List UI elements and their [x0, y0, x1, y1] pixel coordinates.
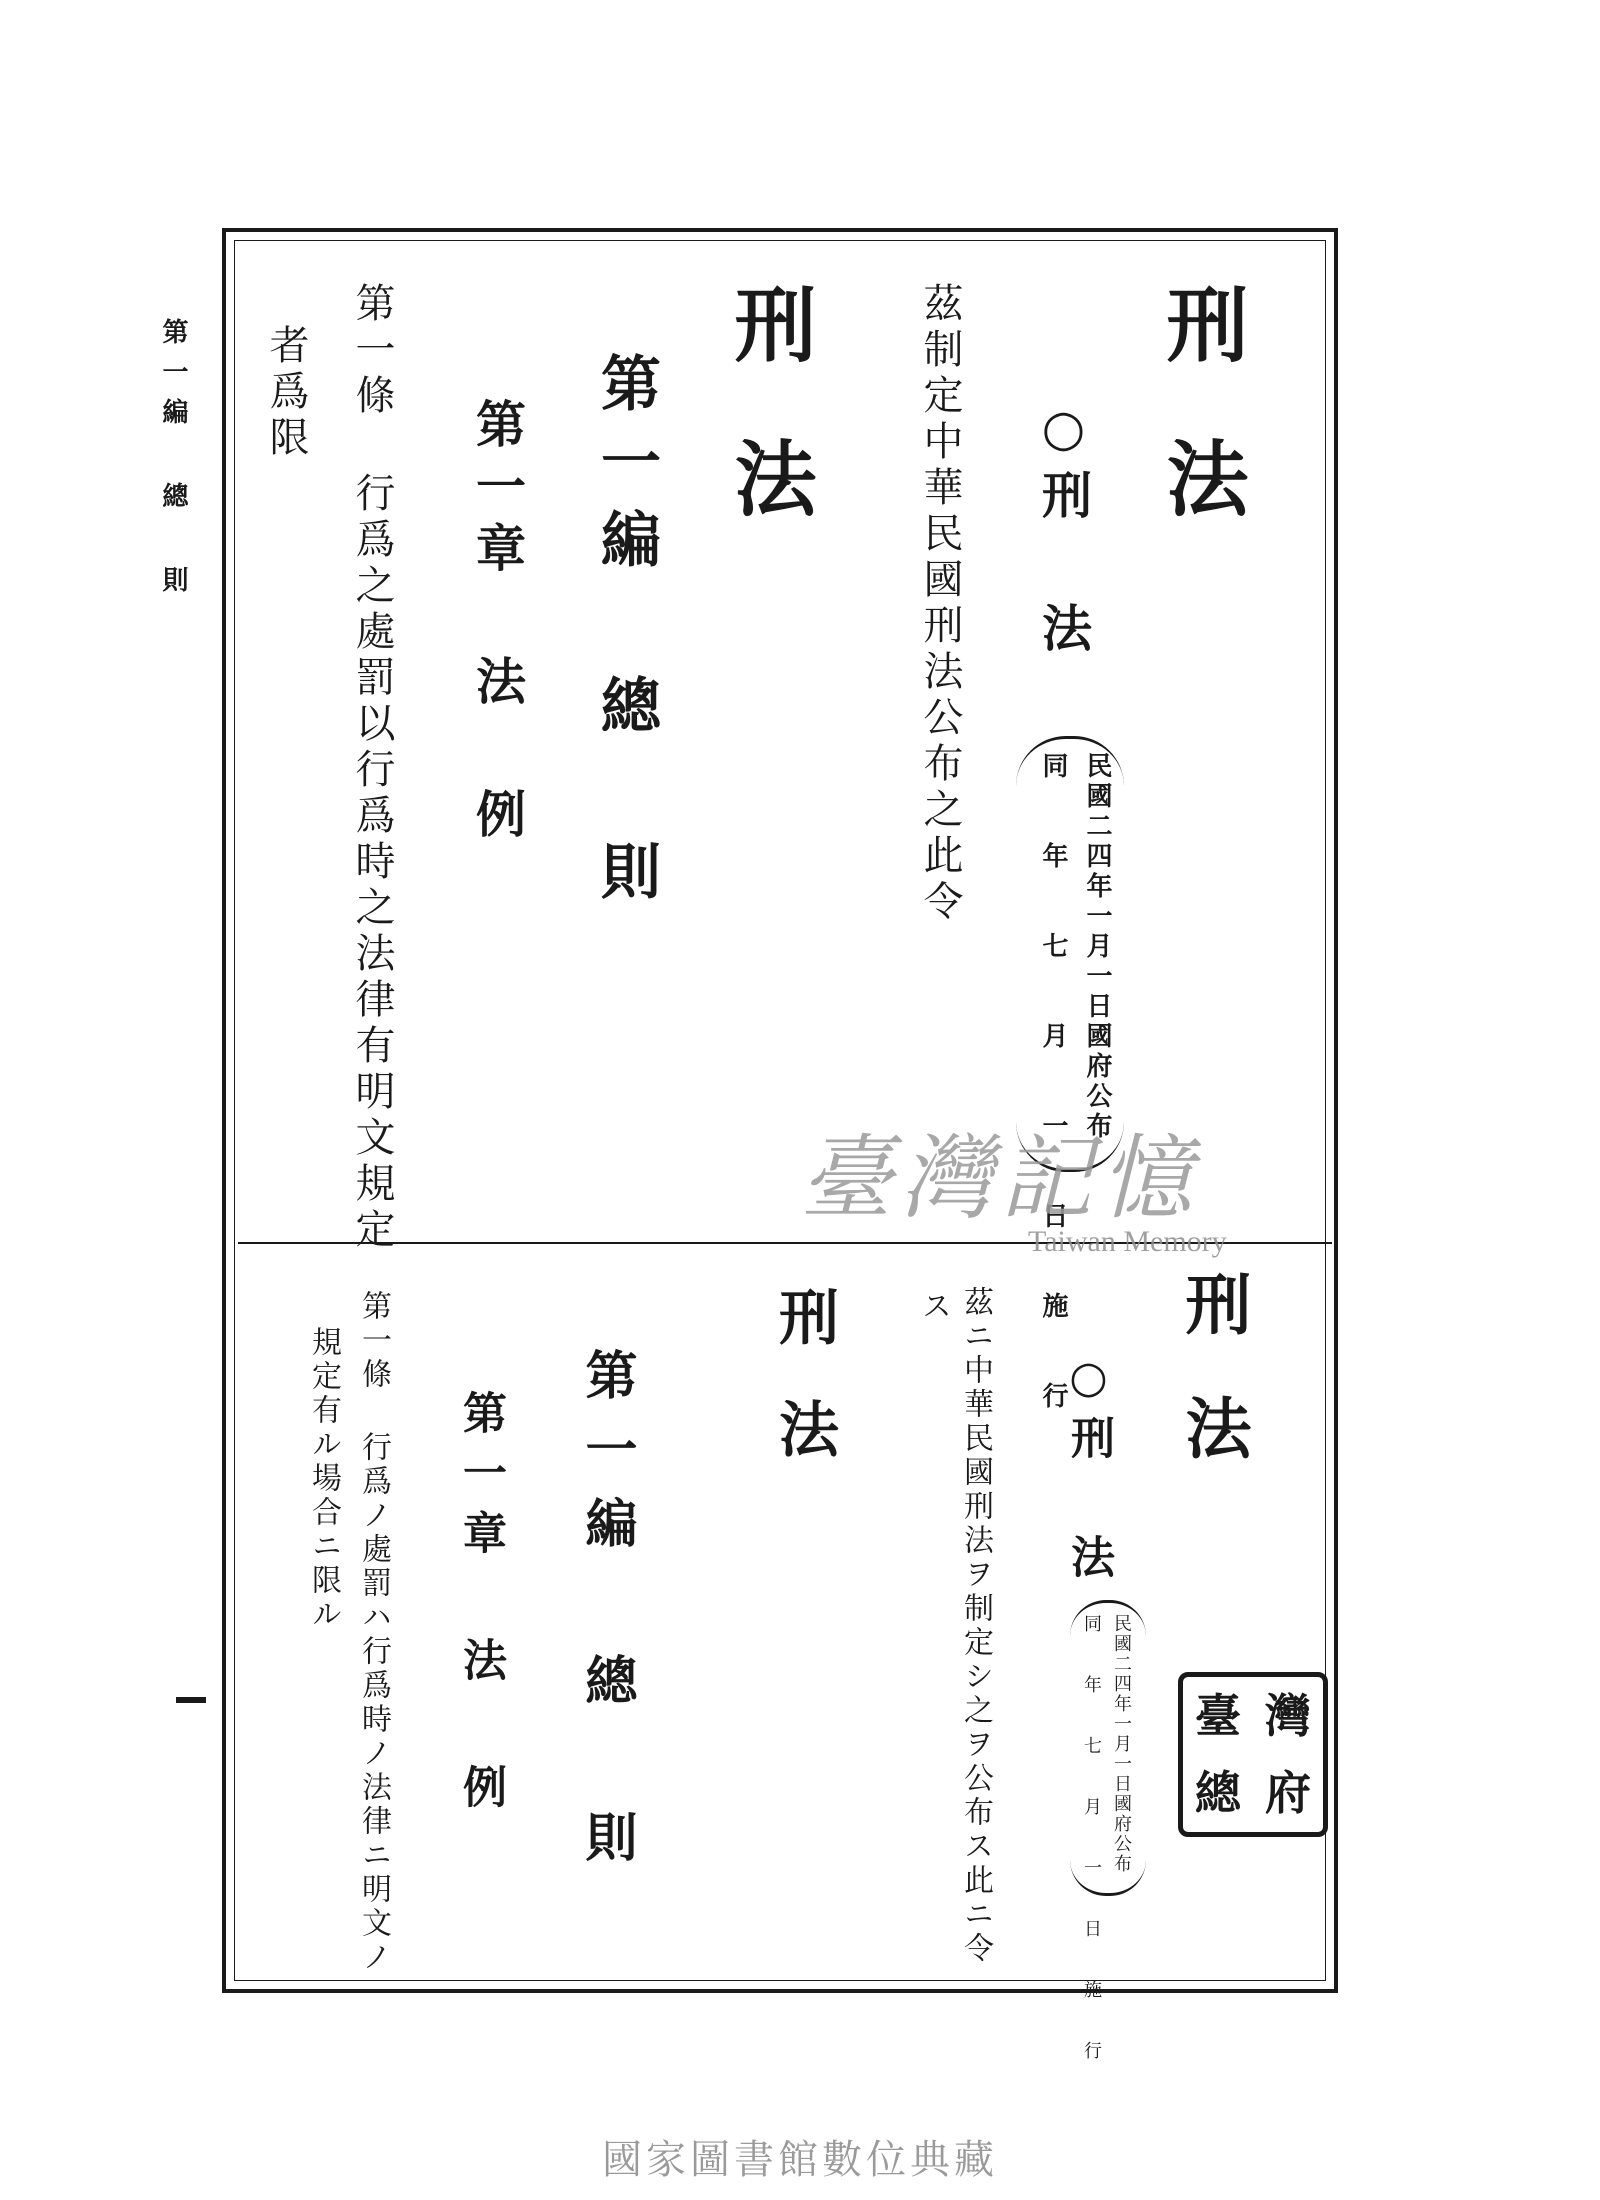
lower-title-repeat: 刑法 — [769, 1286, 839, 1510]
taiwan-memory-watermark — [800, 1105, 1270, 1258]
lower-part-heading: 第一編 總 則 — [576, 1348, 637, 1884]
lower-article-line2: 規定有ル場合ニ限ル — [306, 1326, 341, 1632]
lower-title: 刑法 — [1174, 1270, 1252, 1518]
lower-date-note-line1: 民國二四年一月一日國府公布 — [1111, 1614, 1132, 1874]
seal-char: 府 — [1265, 1766, 1311, 1821]
upper-date-note-line2: 同 年 七 月 一 日 施 行 — [1038, 752, 1068, 1425]
watermark-english: Taiwan Memory — [1028, 1225, 1227, 1258]
seal-char: 灣 — [1265, 1688, 1311, 1743]
upper-law-heading: ○刑 法 — [1034, 398, 1093, 664]
upper-part-heading: 第一編 總 則 — [591, 352, 661, 918]
seal-char: 臺 — [1195, 1688, 1241, 1743]
upper-chapter-heading: 第一章 法 例 — [468, 398, 527, 850]
upper-decree: 茲制定中華民國刑法公布之此令 — [917, 282, 963, 926]
lower-decree-line1: 茲ニ中華民國刑法ヲ制定シ之ヲ公布ス此ニ令 — [958, 1286, 993, 1966]
library-footer: 國家圖書館數位典藏 — [602, 2137, 998, 2183]
upper-date-note-line1: 民國二四年一月一日國府公布 — [1082, 752, 1112, 1142]
upper-article-line2: 者爲限 — [263, 324, 309, 462]
lower-chapter-heading: 第一章 法 例 — [455, 1390, 506, 1824]
lower-article-line1: 第一條 行爲ノ處罰ハ行爲時ノ法律ニ明文ノ — [356, 1290, 391, 1975]
lower-decree-line2: ス — [916, 1290, 951, 1324]
upper-article-line1: 第一條 行爲之處罰以行爲時之法律有明文規定 — [349, 282, 395, 1254]
lower-date-note-line2: 同 年 七 月 一 日 施 行 — [1081, 1614, 1102, 2070]
ownership-seal — [1178, 1672, 1328, 1837]
watermark-chars: 臺灣記憶 — [800, 1125, 1201, 1232]
page-mark — [176, 1697, 206, 1703]
seal-char: 總 — [1195, 1766, 1241, 1821]
running-head: 第一編 總 則 — [158, 318, 188, 606]
upper-title-repeat: 刑法 — [721, 282, 817, 590]
lower-law-heading: ○刑 法 — [1063, 1352, 1114, 1590]
upper-title: 刑法 — [1153, 282, 1249, 590]
